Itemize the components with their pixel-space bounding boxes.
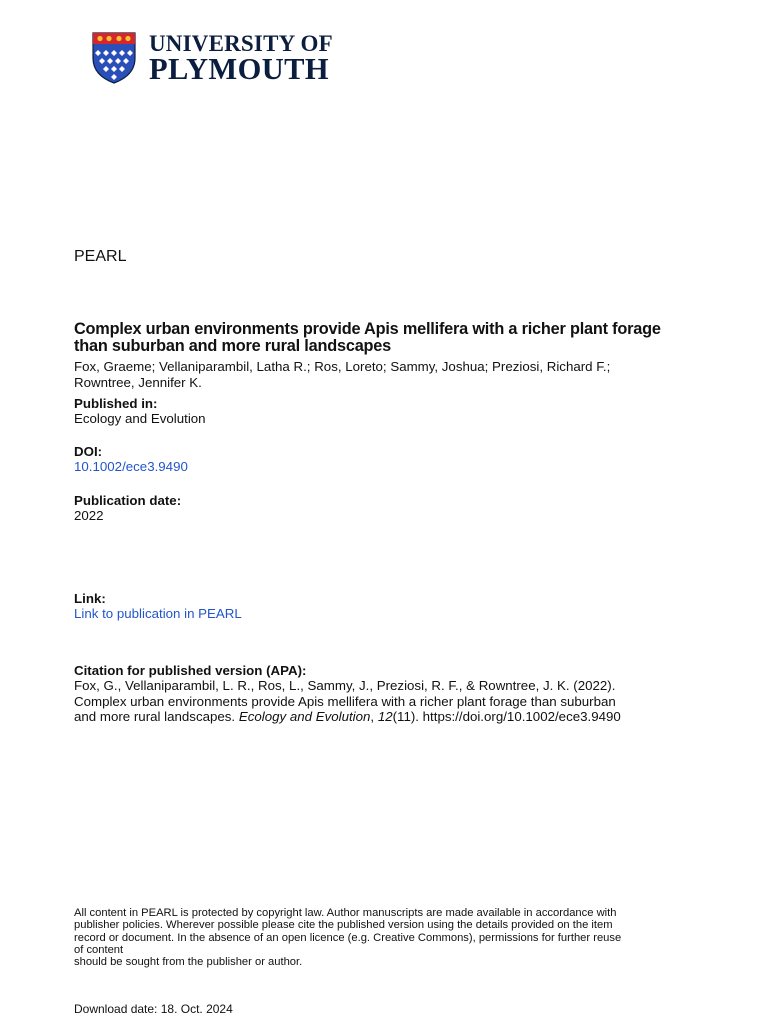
doi-link[interactable]: 10.1002/ece3.9490 xyxy=(74,459,188,474)
citation-line: Fox, G., Vellaniparambil, L. R., Ros, L., Sammy, J., Preziosi, R. F., & Rowntree, J. K. (2022). xyxy=(74,678,616,693)
citation-text xyxy=(74,678,714,725)
citation-label: Citation for published version (APA): xyxy=(74,663,307,678)
paper-title xyxy=(74,321,714,355)
authors-line: Fox, Graeme; Vellaniparambil, Latha R.; Ros, Loreto; Sammy, Joshua; Preziosi, Richard F.; xyxy=(74,359,611,374)
pearl-publication-link[interactable]: Link to publication in PEARL xyxy=(74,606,242,621)
published-in-label: Published in: xyxy=(74,396,158,411)
link-section xyxy=(74,591,714,621)
university-logo xyxy=(92,32,352,86)
published-in-section xyxy=(74,396,714,426)
citation-line-start: and more rural landscapes. xyxy=(74,709,239,724)
authors-line: Rowntree, Jennifer K. xyxy=(74,374,202,390)
citation-journal: Ecology and Evolution xyxy=(238,709,371,724)
wordmark-line-2: PLYMOUTH xyxy=(149,52,330,86)
notice-line: All content in PEARL is protected by copyright law. Author manuscripts are made available in accordance with xyxy=(74,907,617,919)
citation-issue-doi: (11). https://doi.org/10.1002/ece3.9490 xyxy=(392,709,621,724)
title-line: Complex urban environments provide Apis mellifera with a richer plant forage xyxy=(74,320,661,338)
citation-section xyxy=(74,663,714,725)
doi-label: DOI: xyxy=(74,444,103,459)
author-list xyxy=(74,359,714,390)
university-crest-icon xyxy=(92,32,136,84)
citation-volume: 12 xyxy=(377,709,393,724)
title-line: than suburban and more rural landscapes xyxy=(74,337,391,355)
repository-name: PEARL xyxy=(74,248,127,265)
publication-date-value: 2022 xyxy=(74,508,104,523)
citation-line: Complex urban environments provide Apis mellifera with a richer plant forage than suburban xyxy=(74,693,616,709)
download-date: Download date: 18. Oct. 2024 xyxy=(74,1002,233,1016)
notice-line: should be sought from the publisher or author. xyxy=(74,956,303,969)
citation-line xyxy=(74,709,714,725)
publication-date-label: Publication date: xyxy=(74,493,182,508)
doi-section xyxy=(74,444,714,474)
notice-line: publisher policies. Wherever possible please cite the published version using the details provided on the item xyxy=(74,919,613,932)
notice-line: of content xyxy=(74,943,124,956)
notice-line: record or document. In the absence of an open licence (e.g. Creative Commons), permissions for further reuse xyxy=(74,931,622,944)
wordmark-line-1: UNIVERSITY OF xyxy=(149,31,333,56)
copyright-notice xyxy=(74,907,714,968)
publication-date-section xyxy=(74,493,714,523)
published-in-value: Ecology and Evolution xyxy=(74,411,206,426)
citation-sep: , xyxy=(370,709,378,724)
link-label: Link: xyxy=(74,591,106,606)
